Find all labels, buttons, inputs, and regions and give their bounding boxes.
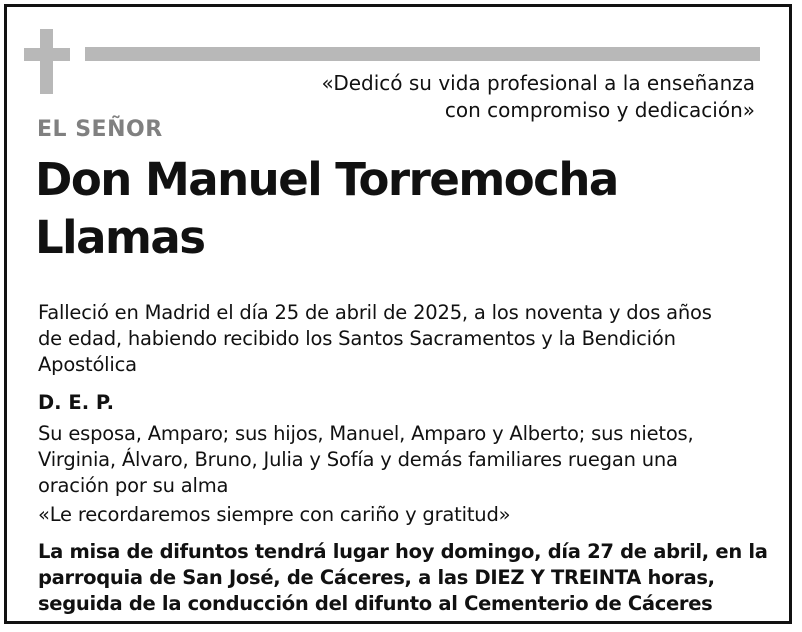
deceased-name-line: Don Manuel Torremocha [35, 153, 618, 206]
title-prefix: EL SEÑOR [37, 117, 163, 142]
family-notice-line: Su esposa, Amparo; sus hijos, Manuel, Amparo y Alberto; sus nietos, [38, 422, 694, 445]
epitaph-quote [235, 70, 755, 124]
death-notice-line: de edad, habiendo recibido los Santos Sacramentos y la Bendición [38, 327, 676, 350]
epitaph-quote-line: con compromiso y dedicación» [444, 98, 755, 122]
family-notice-line: Virginia, Álvaro, Bruno, Julia y Sofía y demás familiares ruegan una [38, 448, 678, 471]
obituary-notice [4, 4, 792, 624]
family-notice [38, 421, 778, 499]
cross-icon-vertical [40, 29, 53, 94]
death-notice-line: Falleció en Madrid el día 25 de abril de 2025, a los noventa y dos años [38, 301, 712, 324]
funeral-mass-line: seguida de la conducción del difunto al Cementerio de Cáceres [38, 592, 713, 615]
deceased-name-line: Llamas [35, 211, 205, 264]
cross-icon-horizontal [24, 48, 70, 61]
funeral-mass-notice [38, 539, 783, 617]
family-notice-line: oración por su alma [38, 474, 229, 497]
death-notice [38, 300, 778, 378]
remembrance-quote-line: «Le recordaremos siempre con cariño y gratitud» [38, 503, 511, 526]
header-rule [85, 47, 760, 61]
funeral-mass-line: La misa de difuntos tendrá lugar hoy domingo, día 27 de abril, en la [38, 540, 768, 563]
death-notice-line: Apostólica [38, 353, 137, 376]
deceased-name [35, 151, 775, 267]
epitaph-quote-line: «Dedicó su vida profesional a la enseñanza [321, 71, 755, 95]
rip-label: D. E. P. [38, 391, 115, 414]
funeral-mass-line: parroquia de San José, de Cáceres, a las DIEZ Y TREINTA horas, [38, 566, 715, 589]
remembrance-quote [38, 502, 778, 528]
